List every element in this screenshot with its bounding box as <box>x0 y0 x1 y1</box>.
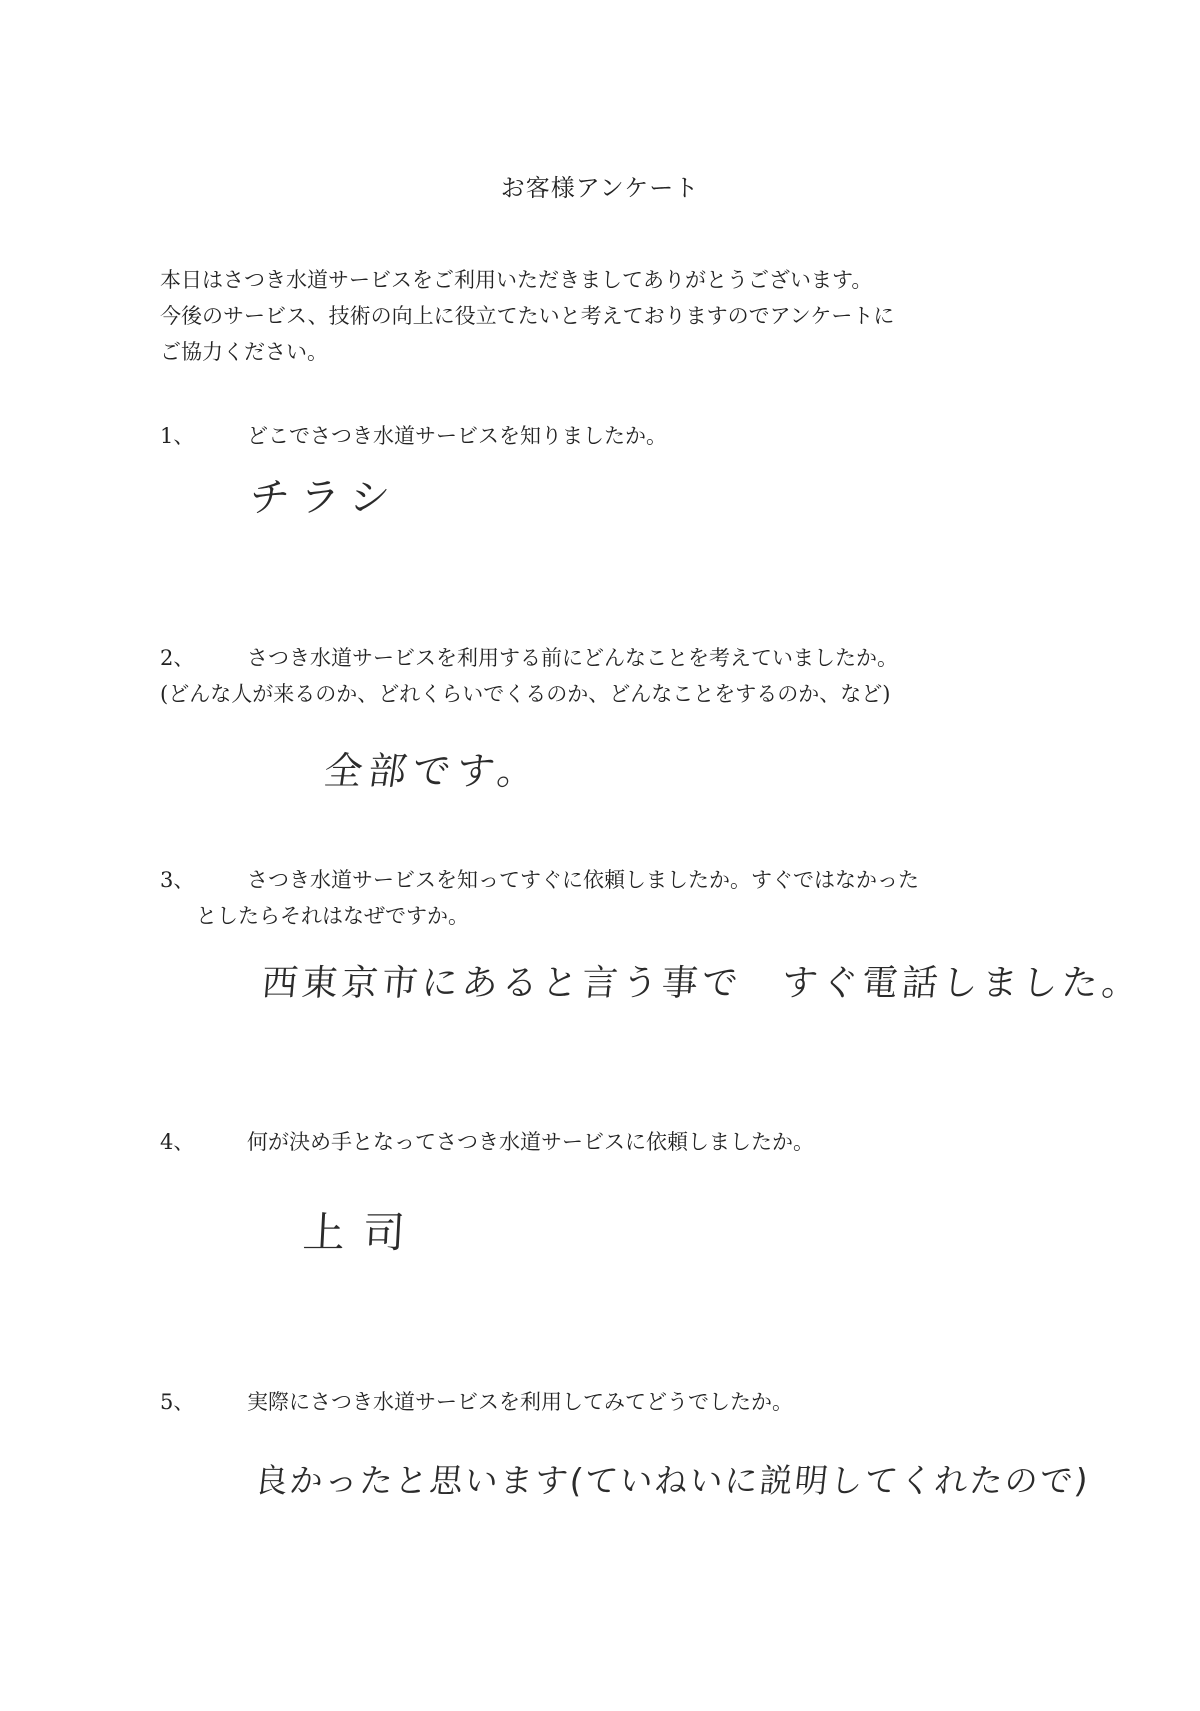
question-text: どこでさつき水道サービスを知りましたか。 <box>247 424 667 448</box>
question-text: 実際にさつき水道サービスを利用してみてどうでしたか。 <box>247 1390 793 1414</box>
question-number: 4、 <box>160 1130 195 1154</box>
intro-line-3: ご協力ください。 <box>160 340 328 364</box>
question-text: 何が決め手となってさつき水道サービスに依頼しましたか。 <box>247 1130 814 1154</box>
question-note: (どんな人が来るのか、どれくらいでくるのか、どんなことをするのか、など) <box>160 682 891 706</box>
handwritten-answer-4: 上司 <box>301 1208 425 1257</box>
question-text: さつき水道サービスを利用する前にどんなことを考えていましたか。 <box>247 646 898 670</box>
question-text: さつき水道サービスを知ってすぐに依頼しましたか。すぐではなかった <box>247 868 919 892</box>
page-title: お客様アンケート <box>500 174 700 202</box>
intro-line-1: 本日はさつき水道サービスをご利用いただきましてありがとうございます。 <box>160 268 873 292</box>
handwritten-answer-1: チラシ <box>247 475 403 521</box>
intro-text <box>160 262 1060 370</box>
handwritten-answer-2: 全部です。 <box>321 749 545 793</box>
intro-line-2: 今後のサービス、技術の向上に役立てたいと考えておりますのでアンケートに <box>160 304 895 328</box>
handwritten-answer-3: 西東京市にあると言う事で すぐ電話しました。 <box>259 963 1144 1004</box>
question-text-continued: としたらそれはなぜですか。 <box>196 904 469 928</box>
question-number: 3、 <box>160 868 195 892</box>
question-number: 1、 <box>160 424 195 448</box>
question-number: 5、 <box>160 1390 195 1414</box>
handwritten-answer-5: 良かったと思います(ていねいに説明してくれたので) <box>252 1461 1092 1500</box>
question-number: 2、 <box>160 646 195 670</box>
